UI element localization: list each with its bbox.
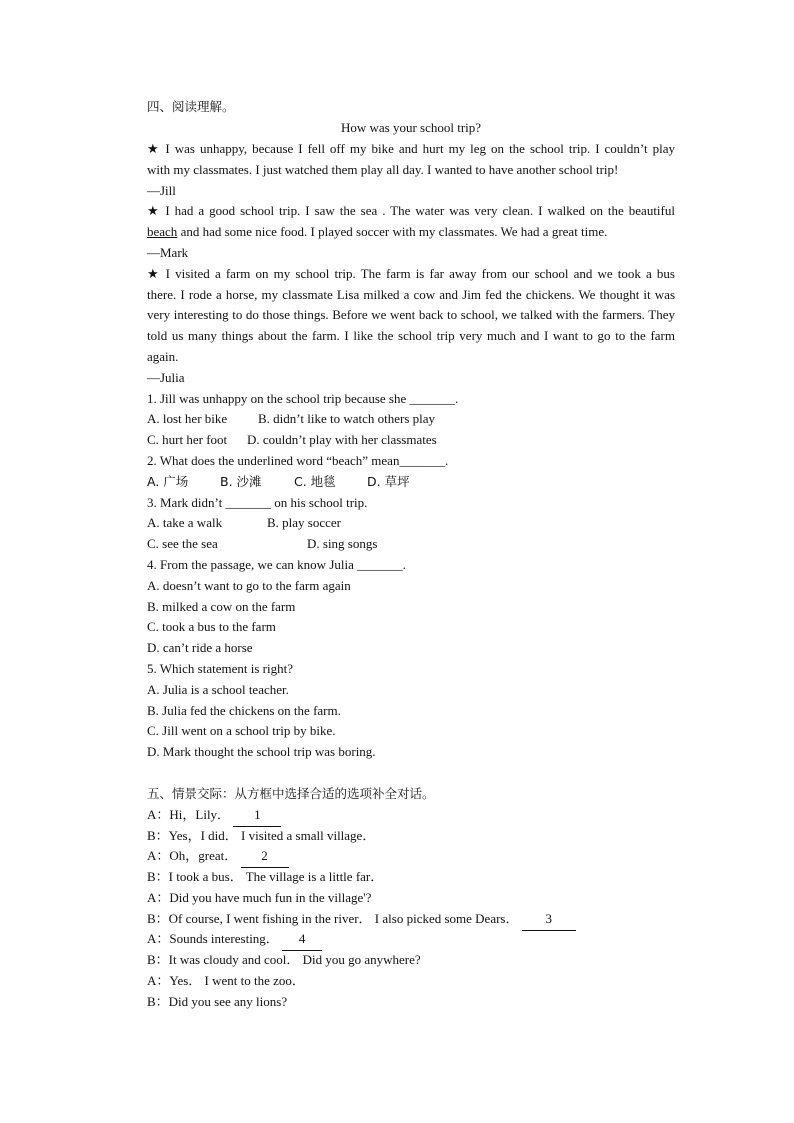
q1-option-c[interactable]: C. hurt her foot bbox=[147, 432, 228, 447]
dialogue-line-1 bbox=[147, 805, 675, 827]
question-2-stem: 2. What does the underlined word “beach” mean_______. bbox=[147, 453, 449, 468]
question-5-stem: 5. Which statement is right? bbox=[147, 661, 293, 676]
section-4-heading bbox=[147, 97, 675, 118]
dialogue-line-2: B：Yes，I did． I visited a small village． bbox=[147, 828, 376, 843]
passage-title: How was your school trip? bbox=[340, 120, 482, 135]
mark-line-2-rest: and had some nice food. I played soccer with my classmates. We had a great time. bbox=[177, 224, 608, 239]
dialogue-text-3: A：Oh，great． bbox=[147, 848, 238, 863]
q5-option-b[interactable]: B. Julia fed the chickens on the farm. bbox=[147, 703, 341, 718]
dialogue-line-7 bbox=[147, 929, 675, 951]
section-4-heading-text: 四、阅读理解。 bbox=[147, 99, 235, 114]
mark-line-2 bbox=[147, 222, 675, 243]
dialogue-line-9: A：Yes． I went to the zoo． bbox=[147, 973, 305, 988]
section-5-heading-text: 五、情景交际：从方框中选择合适的选项补全对话。 bbox=[147, 786, 435, 801]
q2-option-d[interactable]: D. 草坪 bbox=[367, 474, 410, 489]
q2-option-c[interactable]: C. 地毯 bbox=[294, 474, 336, 489]
mark-signature: —Mark bbox=[147, 245, 189, 260]
question-4-stem: 4. From the passage, we can know Julia _______. bbox=[147, 557, 406, 572]
jill-line-1: ★ I was unhappy, because I fell off my bike and hurt my leg on the school trip. I couldn’t play bbox=[147, 141, 675, 156]
dialogue-line-6 bbox=[147, 909, 675, 931]
dialogue-line-8: B：It was cloudy and cool． Did you go anywhere? bbox=[147, 952, 421, 967]
dialogue-line-4: B：I took a bus． The village is a little far． bbox=[147, 869, 384, 884]
julia-line-2: there. I rode a horse, my classmate Lisa milked a cow and Jim fed the chickens. We thought it was bbox=[147, 287, 675, 302]
q3-option-b[interactable]: B. play soccer bbox=[267, 515, 342, 530]
dialogue-text-6: B：Of course, I went fishing in the river． I also picked some Dears． bbox=[147, 911, 519, 926]
q1-option-a[interactable]: A. lost her bike bbox=[147, 411, 228, 426]
underlined-word-beach: beach bbox=[147, 224, 178, 239]
julia-line-4: told us many things about the farm. I like the school trip very much and I want to go to the farm bbox=[147, 328, 675, 343]
q5-option-d[interactable]: D. Mark thought the school trip was boring. bbox=[147, 744, 376, 759]
section-5-heading bbox=[147, 784, 675, 805]
question-1-stem: 1. Jill was unhappy on the school trip because she _______. bbox=[147, 391, 459, 406]
q4-option-d[interactable]: D. can’t ride a horse bbox=[147, 640, 253, 655]
jill-signature: —Jill bbox=[147, 183, 176, 198]
julia-line-3: very interesting to do those things. Before we went back to school, we talked with the farmers. They bbox=[147, 307, 675, 322]
q4-option-c[interactable]: C. took a bus to the farm bbox=[147, 619, 276, 634]
q1-option-b[interactable]: B. didn’t like to watch others play bbox=[258, 411, 436, 426]
answer-blank-1[interactable]: 1 bbox=[233, 805, 281, 827]
dialogue-text-7: A：Sounds interesting． bbox=[147, 931, 279, 946]
julia-line-5: again. bbox=[147, 349, 179, 364]
julia-signature: —Julia bbox=[147, 370, 185, 385]
julia-line-1: ★ I visited a farm on my school trip. The farm is far away from our school and we took a bus bbox=[147, 266, 675, 281]
answer-blank-4[interactable]: 4 bbox=[282, 929, 322, 951]
question-3-stem: 3. Mark didn’t _______ on his school trip. bbox=[147, 495, 368, 510]
dialogue-line-5: A：Did you have much fun in the village'? bbox=[147, 890, 372, 905]
q1-option-d[interactable]: D. couldn’t play with her classmates bbox=[247, 432, 437, 447]
dialogue-line-10: B：Did you see any lions? bbox=[147, 994, 288, 1009]
q2-option-b[interactable]: B. 沙滩 bbox=[220, 474, 262, 489]
jill-line-2: with my classmates. I just watched them play all day. I wanted to have another school trip! bbox=[147, 162, 619, 177]
q3-option-d[interactable]: D. sing songs bbox=[307, 536, 378, 551]
mark-line-1: ★ I had a good school trip. I saw the sea . The water was very clean. I walked on the beautiful bbox=[147, 203, 675, 218]
q4-option-a[interactable]: A. doesn’t want to go to the farm again bbox=[147, 578, 351, 593]
q3-option-a[interactable]: A. take a walk bbox=[147, 515, 223, 530]
q3-option-c[interactable]: C. see the sea bbox=[147, 536, 218, 551]
q4-option-b[interactable]: B. milked a cow on the farm bbox=[147, 599, 296, 614]
q5-option-a[interactable]: A. Julia is a school teacher. bbox=[147, 682, 289, 697]
q2-option-a[interactable]: A. 广场 bbox=[147, 474, 189, 489]
answer-blank-3[interactable]: 3 bbox=[522, 909, 576, 931]
dialogue-line-3 bbox=[147, 846, 675, 868]
answer-blank-2[interactable]: 2 bbox=[241, 846, 289, 868]
q5-option-c[interactable]: C. Jill went on a school trip by bike. bbox=[147, 723, 336, 738]
dialogue-text-1: A：Hi，Lily． bbox=[147, 807, 231, 822]
